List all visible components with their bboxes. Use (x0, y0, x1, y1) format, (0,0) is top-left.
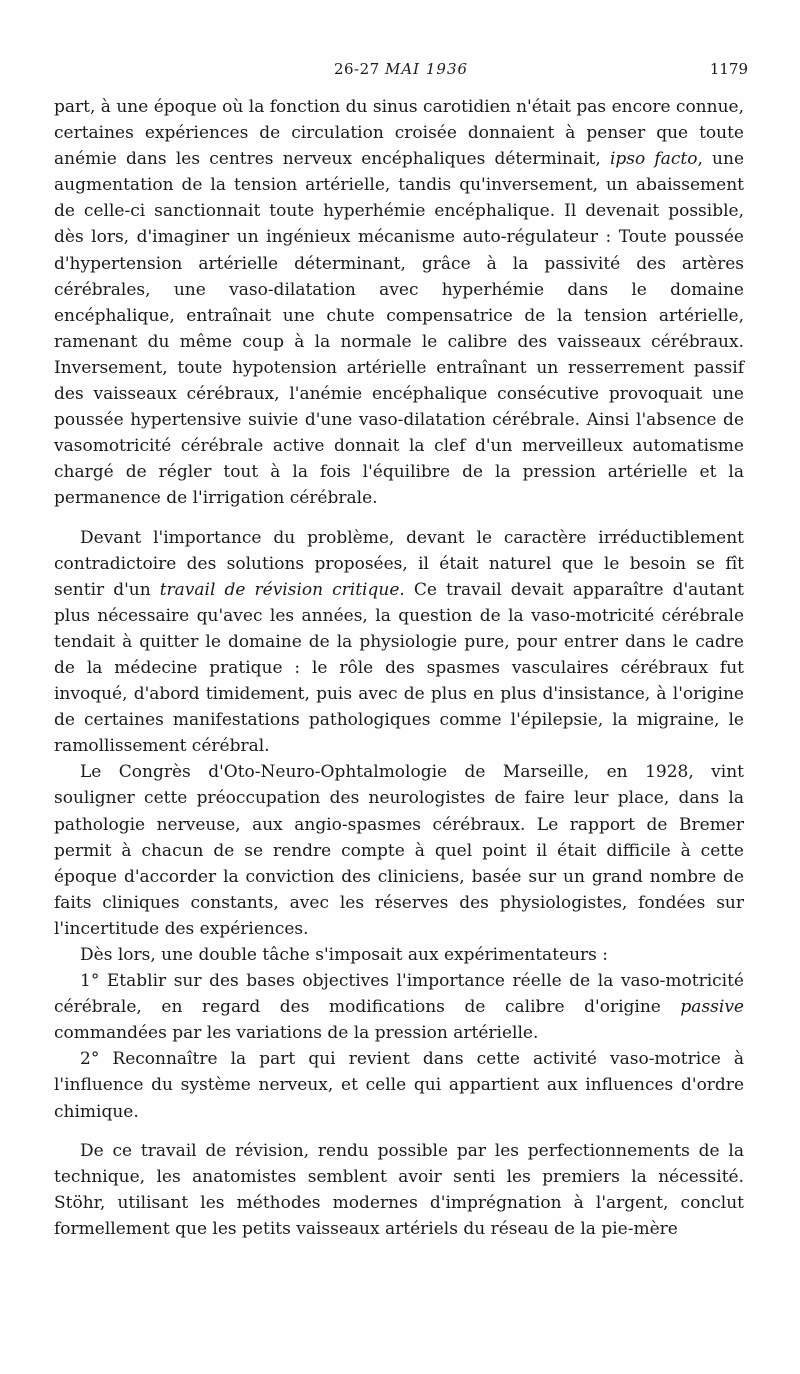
paragraph-5-italic: passive (680, 997, 744, 1018)
paragraph-7 (54, 1138, 744, 1242)
running-head (54, 60, 748, 84)
paragraph-2-italic: travail de révision critique (159, 579, 400, 600)
paragraph-4-text: Dès lors, une double tâche s'imposait aux expérimentateurs : (80, 945, 609, 965)
paragraph-3 (54, 759, 744, 942)
paragraph-4 (54, 942, 744, 968)
paragraph-1-text-a: part, à une époque où la fonction du sinus carotidien n'était pas encore connue, certaines expériences de circulation croisée donnaient à penser que toute anémie dans les centres nerveux encéphaliques déterminait, (54, 97, 744, 170)
paragraph-1 (54, 94, 744, 512)
paragraph-2 (54, 525, 744, 760)
page-number: 1179 (709, 60, 748, 78)
paragraph-1-italic: ipso facto (609, 149, 698, 170)
header-date-month-year: MAI 1936 (384, 60, 469, 78)
paragraph-5-text-b: commandées par les variations de la pression artérielle. (54, 1023, 539, 1044)
header-date (54, 60, 748, 78)
paragraph-2-text-a: Devant l'importance du problème, devant le caractère irréductiblement contradictoire des solutions proposées, il était naturel que le besoin se fît sentir d'un (54, 527, 744, 600)
paragraph-5 (54, 968, 744, 1046)
paragraph-3-text: Le Congrès d'Oto-Neuro-Ophtalmologie de Marseille, en 1928, vint souligner cette préoccupation des neurologistes de faire leur place, dans la pathologie nerveuse, aux angio-spasmes cérébraux. Le rapport de Bremer permit à chacun de se rendre compte à quel point il était difficile à cette époque d'accorder la conviction des cliniciens, basée sur un grand nombre de faits cliniques constants, avec les réserves des physiologistes, fondées sur l'incertitude des expériences. (54, 762, 744, 939)
paragraph-5-text-a: 1° Etablir sur des bases objectives l'importance réelle de la vaso-motricité cérébrale, en regard des modifications de calibre d'origine (54, 971, 744, 1018)
paragraph-6-text: 2° Reconnaître la part qui revient dans cette activité vaso-motrice à l'influence du système nerveux, et celle qui appartient aux influences d'ordre chimique. (54, 1049, 744, 1122)
paragraph-7-text: De ce travail de révision, rendu possible par les perfectionnements de la technique, les anatomistes semblent avoir senti les premiers la nécessité. Stöhr, utilisant les méthodes modernes d'imprégnation à l'argent, conclut formellement que les petits vaisseaux artériels du réseau de la pie-mère (54, 1140, 744, 1239)
header-date-day: 26-27 (333, 60, 380, 78)
body-text (54, 94, 744, 1242)
paragraph-1-text-b: , une augmentation de la tension artérielle, tandis qu'inversement, un abaissement de celle-ci sanctionnait toute hyperhémie encéphalique. Il devenait possible, dès lors, d'imaginer un ingénieux mécanisme auto-régulateur : Toute poussée d'hypertension artérielle déterminant, grâce à la passivité des artères cérébrales, une vaso-dilatation avec hyperhémie dans le domaine encéphalique, entraînait une chute compensatrice de la tension artérielle, ramenant du même coup à la normale le calibre des vaisseaux cérébraux. Inversement, toute hypotension artérielle entraînant un resserrement passif des vaisseaux cérébraux, l'anémie encéphalique consécutive provoquait une poussée hypertensive suivie d'une vaso-dilatation cérébrale. Ainsi l'absence de vasomotricité cérébrale active donnait la clef d'un merveilleux automatisme chargé de régler tout à la fois l'équilibre de la pression artérielle et la permanence de l'irrigation cérébrale. (54, 149, 745, 509)
paragraph-2-text-b: . Ce travail devait apparaître d'autant plus nécessaire qu'avec les années, la question de la vaso-motricité cérébrale tendait à quitter le domaine de la physiologie pure, pour entrer dans le cadre de la médecine pratique : le rôle des spasmes vasculaires cérébraux fut invoqué, d'abord timidement, puis avec de plus en plus d'insistance, à l'origine de certaines manifestations pathologiques comme l'épilepsie, la migraine, le ramollissement cérébral. (54, 579, 744, 757)
paragraph-6 (54, 1046, 744, 1124)
